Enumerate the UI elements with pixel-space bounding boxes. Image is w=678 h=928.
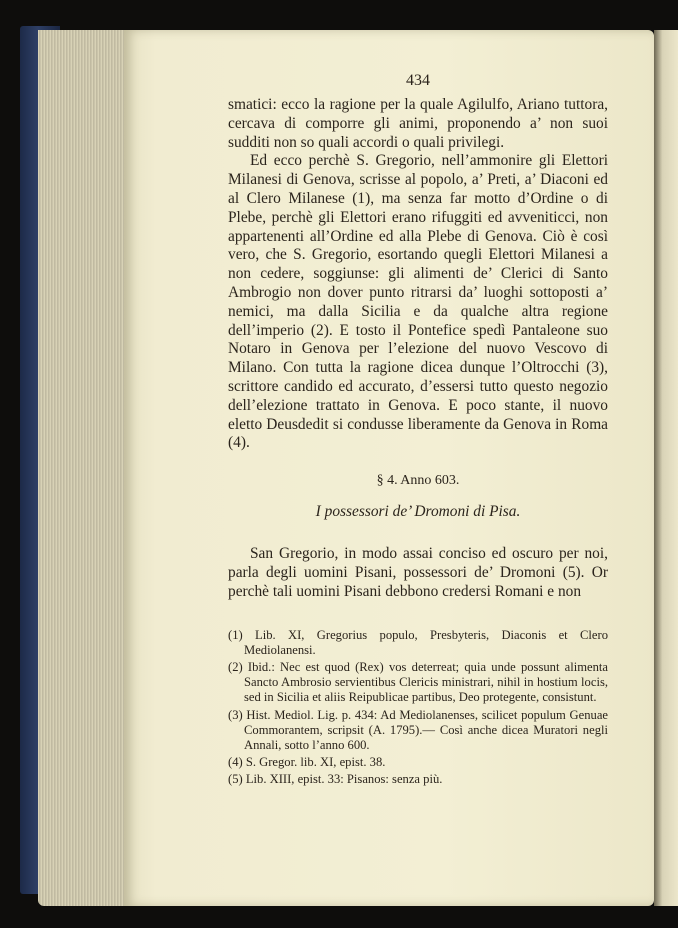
- footnotes: [228, 628, 608, 788]
- page-text: [228, 72, 608, 790]
- facing-page-edge: [654, 30, 678, 906]
- section-heading: § 4. Anno 603.: [376, 473, 460, 489]
- footnote-3: (3) Hist. Mediol. Lig. p. 434: Ad Mediolanenses, scilicet populum Genuae Commorantem, scripsit (A. 1795).— Così anche dicea Muratori negli Annali, sotto l’anno 600.: [228, 707, 608, 752]
- section-title: I possessori de’ Dromoni di Pisa.: [315, 503, 521, 521]
- page-stack-edges: [38, 30, 130, 906]
- footnote-2: (2) Ibid.: Nec est quod (Rex) vos deterreat; quia unde possunt alimenta Sancto Ambrosio servientibus Clericis ministrari, nihil in hostium locis, sed in Sicilia et aliis Reipublicae partibus, Deo protegente, consistunt.: [228, 659, 608, 705]
- footnote-5: (5) Lib. XIII, epist. 33: Pisanos: senza più.: [228, 772, 443, 787]
- footnote-4: (4) S. Gregor. lib. XI, epist. 38.: [228, 755, 386, 770]
- page-number: 434: [406, 72, 430, 89]
- paragraph-gregorio: Ed ecco perchè S. Gregorio, nell’ammonire gli Elettori Milanesi di Genova, scrisse al popolo, a’ Preti, a’ Diaconi ed al Clero Milanese (1), ma senza far motto d’Ordine o di Plebe, perchè gli Elettori erano rifuggiti ed avveniticci, non appartenenti all’Ordine ed alla Plebe di Genova. Ciò è così vero, che S. Gregorio, esortando quegli Elettori Milanesi a non cedere, soggiunse: gli alimenti de’ Clerici di Santo Ambrogio non dover punto ritrarsi da’ luoghi sottoposti a’ nemici, ma dalla Sicilia e da qualche altra regione dell’imperio (2). E tosto il Pontefice spedì Pantaleone suo Notaro in Genova per l’elezione del nuovo Vescovo di Milano. Con tutta la ragione dicea dunque l’Oltrocchi (3), scrittore candido ed accurato, d’essersi tutto questo negozio dell’elezione trattato in Genova. E poco stante, il nuovo eletto Deusdedit si condusse liberamente da Genova in Roma (4).: [228, 152, 608, 452]
- paragraph-pisani: San Gregorio, in modo assai conciso ed oscuro per noi, parla degli uomini Pisani, possessori de’ Dromoni (5). Or perchè tali uomini Pisani debbono credersi Romani e non: [228, 545, 608, 600]
- paragraph-continuation: smatici: ecco la ragione per la quale Agilulfo, Ariano tuttora, cercava di comporre gli animi, proponendo a’ non suoi sudditi non so quali accordi o quali privilegi.: [228, 96, 608, 151]
- footnote-1: (1) Lib. XI, Gregorius populo, Presbyteris, Diaconis et Clero Mediolanensi.: [228, 627, 608, 657]
